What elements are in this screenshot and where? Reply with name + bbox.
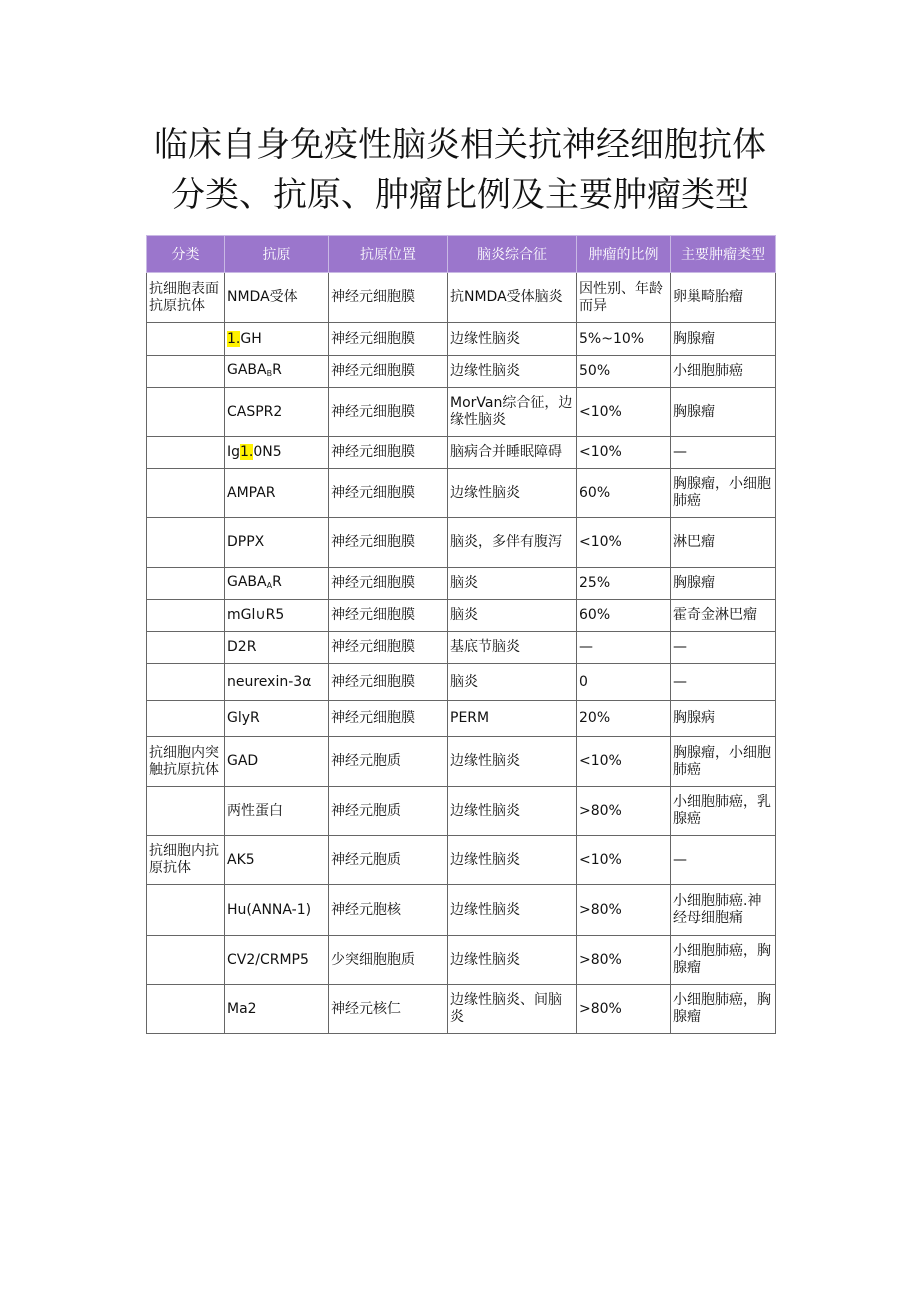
category-cell-continued (147, 518, 225, 568)
syndrome-cell: 基底节脑炎 (448, 632, 577, 664)
ratio-cell: >80% (577, 936, 671, 985)
document-title-line1: 临床自身免疫性脑炎相关抗神经细胞抗体 (154, 125, 766, 165)
ratio-cell: <10% (577, 518, 671, 568)
syndrome-cell: 抗NMDA受体脑炎 (448, 273, 577, 323)
antigen-cell: AK5 (225, 836, 329, 885)
location-cell: 神经元细胞膜 (329, 388, 448, 437)
table-row (147, 737, 776, 787)
header-antigen-location: 抗原位置 (329, 236, 448, 273)
syndrome-cell: 边缘性脑炎 (448, 787, 577, 836)
tumor-cell: 卵巢畸胎瘤 (671, 273, 776, 323)
location-cell: 神经元细胞膜 (329, 323, 448, 356)
category-cell-continued (147, 388, 225, 437)
syndrome-cell: 边缘性脑炎 (448, 936, 577, 985)
header-encephalitis-syndrome: 脑炎综合征 (448, 236, 577, 273)
table-row (147, 518, 776, 568)
antigen-cell: Ig1.0N5 (225, 437, 329, 469)
location-cell: 神经元细胞膜 (329, 437, 448, 469)
category-cell-continued (147, 885, 225, 936)
category-cell-continued (147, 568, 225, 600)
table-row (147, 437, 776, 469)
location-cell: 神经元细胞膜 (329, 518, 448, 568)
antigen-cell: D2R (225, 632, 329, 664)
syndrome-cell: 脑炎 (448, 664, 577, 701)
antigen-cell: NMDA受体 (225, 273, 329, 323)
tumor-cell: 胸腺瘤 (671, 388, 776, 437)
syndrome-cell: 边缘性脑炎 (448, 323, 577, 356)
antigen-cell: 1.GH (225, 323, 329, 356)
category-cell-continued (147, 600, 225, 632)
location-cell: 神经元细胞膜 (329, 356, 448, 388)
ratio-cell: 因性别、年龄而异 (577, 273, 671, 323)
category-cell-continued (147, 469, 225, 518)
table-row (147, 600, 776, 632)
ratio-cell: 60% (577, 469, 671, 518)
table-row (147, 388, 776, 437)
tumor-cell: — (671, 664, 776, 701)
ratio-cell: 50% (577, 356, 671, 388)
tumor-cell: — (671, 437, 776, 469)
antigen-cell: CASPR2 (225, 388, 329, 437)
tumor-cell: 小细胞肺癌 (671, 356, 776, 388)
tumor-cell: 小细胞肺癌.神经母细胞痛 (671, 885, 776, 936)
table-row (147, 273, 776, 323)
tumor-cell: 小细胞肺癌，胸腺瘤 (671, 936, 776, 985)
highlight-mark: 1. (240, 444, 254, 460)
header-antigen: 抗原 (225, 236, 329, 273)
location-cell: 神经元细胞膜 (329, 632, 448, 664)
syndrome-cell: 边缘性脑炎 (448, 356, 577, 388)
syndrome-cell: 边缘性脑炎 (448, 885, 577, 936)
tumor-cell: 胸腺瘤，小细胞肺癌 (671, 469, 776, 518)
category-cell-continued (147, 323, 225, 356)
header-category: 分类 (147, 236, 225, 273)
ratio-cell: >80% (577, 985, 671, 1034)
table-row (147, 632, 776, 664)
tumor-cell: 小细胞肺癌，乳腺癌 (671, 787, 776, 836)
location-cell: 神经元核仁 (329, 985, 448, 1034)
antigen-cell: $GABA_AR$ (225, 568, 329, 600)
syndrome-cell: 脑炎，多伴有腹泻 (448, 518, 577, 568)
location-cell: 神经元细胞膜 (329, 701, 448, 737)
tumor-cell: 小细胞肺癌，胸腺瘤 (671, 985, 776, 1034)
table-row (147, 836, 776, 885)
ratio-cell: <10% (577, 437, 671, 469)
table-row (147, 985, 776, 1034)
syndrome-cell: 边缘性脑炎 (448, 469, 577, 518)
location-cell: 神经元细胞膜 (329, 664, 448, 701)
table-row (147, 664, 776, 701)
tumor-cell: 胸腺瘤 (671, 323, 776, 356)
category-cell: 抗细胞表面抗原抗体 (147, 273, 225, 323)
antigen-cell: CV2/CRMP5 (225, 936, 329, 985)
header-tumor-ratio: 肿瘤的比例 (577, 236, 671, 273)
location-cell: 神经元细胞膜 (329, 568, 448, 600)
location-cell: 神经元胞质 (329, 787, 448, 836)
ratio-cell: — (577, 632, 671, 664)
syndrome-cell: 边缘性脑炎 (448, 737, 577, 787)
table-row (147, 701, 776, 737)
ratio-cell: 60% (577, 600, 671, 632)
tumor-cell: 霍奇金淋巴瘤 (671, 600, 776, 632)
syndrome-cell: 边缘性脑炎 (448, 836, 577, 885)
document-title-line2: 分类、抗原、肿瘤比例及主要肿瘤类型 (171, 175, 749, 215)
ratio-cell: <10% (577, 836, 671, 885)
location-cell: 神经元细胞膜 (329, 273, 448, 323)
category-cell: 抗细胞内突触抗原抗体 (147, 737, 225, 787)
category-cell-continued (147, 664, 225, 701)
tumor-cell: 胸腺病 (671, 701, 776, 737)
antibody-table (146, 235, 776, 1034)
ratio-cell: 20% (577, 701, 671, 737)
category-cell-continued (147, 985, 225, 1034)
ratio-cell: <10% (577, 388, 671, 437)
category-cell: 抗细胞内抗原抗体 (147, 836, 225, 885)
table-row (147, 356, 776, 388)
table-row (147, 787, 776, 836)
table-header-row (147, 236, 776, 273)
table-row (147, 323, 776, 356)
header-main-tumor-type: 主要肿瘤类型 (671, 236, 776, 273)
syndrome-cell: MorVan综合征，边缘性脑炎 (448, 388, 577, 437)
syndrome-cell: 脑炎 (448, 600, 577, 632)
table-row (147, 936, 776, 985)
table-row (147, 885, 776, 936)
syndrome-cell: 边缘性脑炎、间脑炎 (448, 985, 577, 1034)
category-cell-continued (147, 437, 225, 469)
category-cell-continued (147, 787, 225, 836)
category-cell-continued (147, 356, 225, 388)
syndrome-cell: PERM (448, 701, 577, 737)
ratio-cell: 0 (577, 664, 671, 701)
syndrome-cell: 脑病合并睡眠障碍 (448, 437, 577, 469)
table-row (147, 469, 776, 518)
antigen-cell: Ma2 (225, 985, 329, 1034)
ratio-cell: <10% (577, 737, 671, 787)
tumor-cell: — (671, 836, 776, 885)
location-cell: 少突细胞胞质 (329, 936, 448, 985)
antigen-cell: Hu(ANNA-1) (225, 885, 329, 936)
category-cell-continued (147, 936, 225, 985)
ratio-cell: 5%~10% (577, 323, 671, 356)
category-cell-continued (147, 701, 225, 737)
antigen-cell: GAD (225, 737, 329, 787)
syndrome-cell: 脑炎 (448, 568, 577, 600)
antigen-cell: GlyR (225, 701, 329, 737)
tumor-cell: 胸腺瘤 (671, 568, 776, 600)
ratio-cell: >80% (577, 787, 671, 836)
location-cell: 神经元细胞膜 (329, 600, 448, 632)
ratio-cell: >80% (577, 885, 671, 936)
highlight-mark: 1. (227, 330, 241, 347)
tumor-cell: — (671, 632, 776, 664)
location-cell: 神经元胞质 (329, 836, 448, 885)
table-row (147, 568, 776, 600)
antigen-cell: mGl∪R5 (225, 600, 329, 632)
tumor-cell: 胸腺瘤，小细胞肺癌 (671, 737, 776, 787)
antigen-cell: neurexin-3α (225, 664, 329, 701)
category-cell-continued (147, 632, 225, 664)
ratio-cell: 25% (577, 568, 671, 600)
antigen-cell: AMPAR (225, 469, 329, 518)
location-cell: 神经元胞质 (329, 737, 448, 787)
tumor-cell: 淋巴瘤 (671, 518, 776, 568)
antigen-cell: 两性蛋白 (225, 787, 329, 836)
antigen-cell: $GABA_BR$ (225, 356, 329, 388)
location-cell: 神经元细胞膜 (329, 469, 448, 518)
antigen-cell: DPPX (225, 518, 329, 568)
location-cell: 神经元胞核 (329, 885, 448, 936)
